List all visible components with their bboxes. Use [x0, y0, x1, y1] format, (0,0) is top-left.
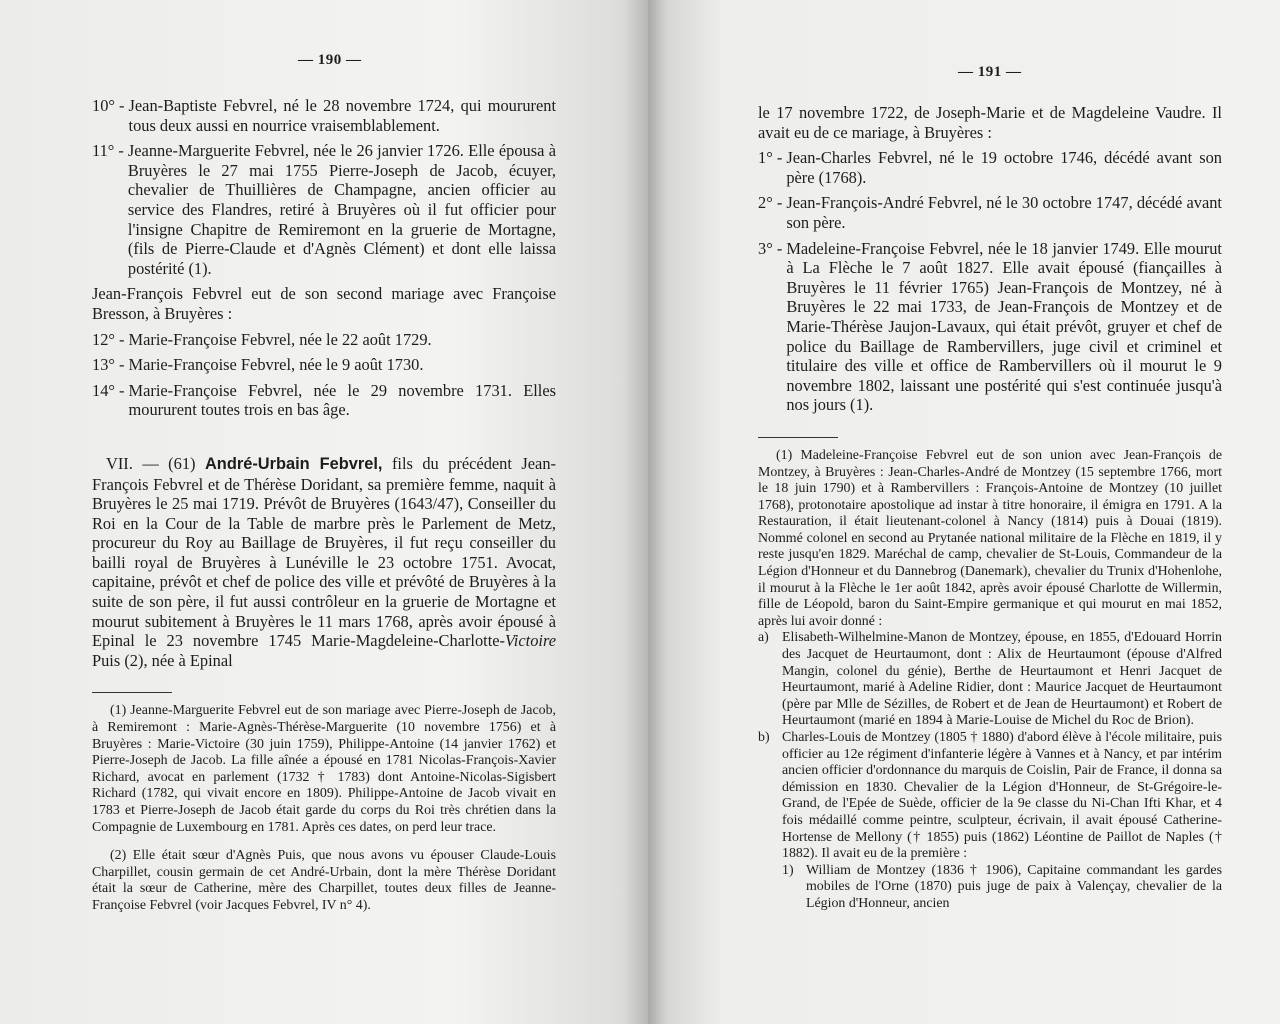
sub-item-label: b)	[758, 730, 770, 745]
item-text: Jean-Charles Febvrel, né le 19 octobre 1746, décédé avant son père (1768).	[786, 148, 1222, 187]
section-text-end: Puis (2), née à Epinal	[92, 650, 233, 670]
section-number: VII. — (61)	[106, 453, 196, 473]
page-number-191: — 191 —	[958, 64, 1022, 80]
item-text: Jean-François-André Febvrel, né le 30 octobre 1747, décédé avant son père.	[786, 193, 1222, 232]
item-number: 11° -	[92, 141, 124, 161]
sub-item-label: a)	[758, 630, 769, 646]
item-text: Marie-Françoise Febvrel, née le 29 novembre 1731. Elles moururent toutes trois en bas âge.	[128, 380, 556, 420]
list-item-12	[92, 330, 556, 350]
sub-item-text: William de Montzey (1836 † 1906), Capitaine commandant les gardes mobiles de l'Orne (1870) puis juge de paix à Valençay, chevalier de la Légion d'Honneur, ancien	[806, 862, 1222, 911]
list-item-3	[758, 239, 1222, 415]
left-footnotes	[92, 703, 556, 914]
item-number: 3° -	[758, 238, 783, 258]
list-item-13	[92, 355, 556, 375]
continuation-paragraph: le 17 novembre 1722, de Joseph-Marie et de Magdeleine Vaudre. Il avait eu de ce mariage, à Bruyères :	[758, 103, 1222, 142]
item-number: 12° -	[92, 329, 125, 349]
footnote-1: (1) Jeanne-Marguerite Febvrel eut de son mariage avec Pierre-Joseph de Jacob, à Remiremont : Marie-Agnès-Thérèse-Marguerite (10 novembre 1756) et à Bruyères : Marie-Victoire (30 juin 1759), Philippe-Antoine (14 janvier 1762) et Pierre-Joseph de Jacob. La fille aînée a épousé en 1781 Nicolas-François-Xavier Richard, avocat en parlement (1732 † 1783) dont Antoine-Nicolas-Sigisbert Richard (1782, qui vivait encore en 1809). Philippe-Antoine de Jacob vivait en 1783 et Pierre-Joseph de Jacob était garde du corps du Roi très chrétien dans la Compagnie de Luxembourg en 1781. Après ces dates, on perd leur trace.	[92, 703, 556, 835]
section-heading-name: André-Urbain Febvrel,	[204, 454, 383, 473]
sub-item-text: Elisabeth-Wilhelmine-Manon de Montzey, épouse, en 1855, d'Edouard Horrin des Jacquet de Heurtaumont, dont : Alix de Heurtaumont (épouse d'Alfred Mangin, colonel du génie), Berthe de Heurtaumont et Henri Jacquet de Heurtaumont, marié à Adeline Ridier, dont : Maurice Jacquet de Heurtaumont (père par Mlle de Sézilles, de Robert et de Jean de Heurtaumont) et Robert de Heurtaumont (marié en 1894 à Marie-Louise de Michel du Roc de Brion).	[782, 630, 1222, 729]
right-footnotes	[758, 448, 1222, 913]
item-number: 1° -	[758, 148, 783, 168]
footnote-2: (2) Elle était sœur d'Agnès Puis, que nous avons vu épouser Claude-Louis Charpillet, cousin germain de cet André-Urbain, dont la mère Thérèse Doridant était la sœur de Catherine, mère des Charpillet, toutes deux filles de Jeanne-Françoise Febvrel (voir Jacques Febvrel, IV n° 4).	[92, 848, 556, 913]
item-number: 10° -	[92, 96, 125, 115]
item-text: Jeanne-Marguerite Febvrel, née le 26 janvier 1726. Elle épousa à Bruyères le 27 mai 1755 Pierre-Joseph de Jacob, écuyer, chevalier de Thuillières de Champagne, ancien officier au service des Flandres, retiré à Bruyères où il fut officier pour l'insigne Chapitre de Remiremont en la gruerie de Mortagne, (fils de Pierre-Claude et d'Agnès Clément) et dont elle laissa postérité (1).	[127, 141, 556, 278]
item-number: 13° -	[92, 355, 125, 375]
item-number: 14° -	[92, 380, 125, 400]
page-number-190: — 190 —	[298, 52, 362, 68]
sub-item-text: Charles-Louis de Montzey (1805 † 1880) d'abord élève à l'école militaire, puis officier au 12e régiment d'infanterie légère à Vannes et à Nancy, et par intérim ancien officier d'ordonnance du marquis de Coislin, Pair de France, il donna sa démission en 1830. Chevalier de la Légion d'Honneur, de St-Grégoire-le-Grand, de l'Epée de Suède, officier de la 9e classe du Ni-Chan Ifti Khar, et 4 fois médaillé comme peintre, sculpteur, écrivain, il avait épousé Catherine-Hortense de Mellony († 1855) puis (1862) Léontine de Paillot de Naples († 1882). Il avait eu de la première :	[782, 730, 1222, 862]
footnote-sub-item-b1	[782, 863, 1222, 913]
section-vii-paragraph	[92, 454, 556, 671]
list-item-1	[758, 148, 1222, 187]
right-page	[648, 0, 1280, 1024]
footnote-sub-item-a	[758, 630, 1222, 730]
list-item-14	[92, 381, 556, 420]
list-item-11	[92, 141, 556, 278]
item-text: Madeleine-Françoise Febvrel, née le 18 janvier 1749. Elle mourut à La Flèche le 7 août 1827. Elle avait épousé (fiançailles à Bruyères le 11 février 1765) Jean-François de Montzey, né à Bruyères le 22 mai 1733, de Jean-François de Montzey et de Marie-Thérèse Jaujon-Lavaux, qui était prévôt, gruyer et chef de police du Baillage de Rambervillers, juge civil et criminel et titulaire des ville et office de Rambervillers où il mourut le 9 novembre 1802, laissant une postérité qui s'est continuée jusqu'à nos jours (1).	[786, 238, 1222, 415]
list-item-10	[92, 96, 556, 135]
item-text: Marie-Françoise Febvrel, née le 9 août 1730.	[128, 355, 424, 375]
section-italic-name: Victoire	[505, 631, 556, 651]
left-page-body	[92, 96, 556, 927]
second-marriage-paragraph: Jean-François Febvrel eut de son second mariage avec Françoise Bresson, à Bruyères :	[92, 284, 556, 323]
section-text: fils du précédent Jean-François Febvrel et de Thérèse Doridant, sa première femme, naquit à Bruyères le 25 mai 1719. Prévôt de Bruyères (1643/47), Conseiller du Roi en la Cour de la Table de marbre près le Parlement de Metz, procureur du Roy au Baillage de Bruyères, il fut reçu conseiller du bailli royal de Bruyères à Lunéville le 23 octobre 1751. Avocat, capitaine, prévôt et chef de police des ville et prévôté de Bruyères à la suite de son père, il fut aussi contrôleur en la gruerie de Mortagne et mourut subitement à Bruyères le 11 mars 1768, après avoir épousé à Epinal le 23 novembre 1745 Marie-Magdeleine-Charlotte-	[92, 453, 556, 651]
right-page-body	[758, 103, 1222, 913]
item-number: 2° -	[758, 193, 783, 213]
footnote-rule	[758, 437, 838, 438]
list-item-2	[758, 193, 1222, 232]
footnote-sub-item-b	[758, 730, 1222, 863]
footnote-rule	[92, 692, 172, 693]
item-text: Jean-Baptiste Febvrel, né le 28 novembre 1724, qui moururent tous deux aussi en nourrice vraisemblablement.	[128, 96, 556, 135]
sub-item-label: 1)	[782, 862, 794, 878]
item-text: Marie-Françoise Febvrel, née le 22 août 1729.	[128, 329, 432, 349]
footnote-1: (1) Madeleine-Françoise Febvrel eut de son union avec Jean-François de Montzey, à Bruyères : Jean-Charles-André de Montzey (15 septembre 1766, mort le 18 juin 1790) et à Rambervillers : François-Antoine de Montzey (10 juillet 1768), protonotaire apostolique ad instar à titre honoraire, il émigra en 1791. A la Restauration, il était lieutenant-colonel à Nancy (1814) puis à Douai (1819). Nommé colonel en second au Prytanée national militaire de la Flèche en 1819, il y reste jusqu'en 1829. Maréchal de camp, chevalier de St-Louis, Commandeur de la Légion d'Honneur et du Dannebrog (Danemark), chevalier du Trunix d'Hohenlohe, il mourut à la Flèche le 1er août 1842, après avoir épousé Charlotte de Willermin, fille de Léopold, baron du Saint-Empire germanique et qui mourut en mai 1852, après lui avoir donné :	[758, 447, 1222, 629]
